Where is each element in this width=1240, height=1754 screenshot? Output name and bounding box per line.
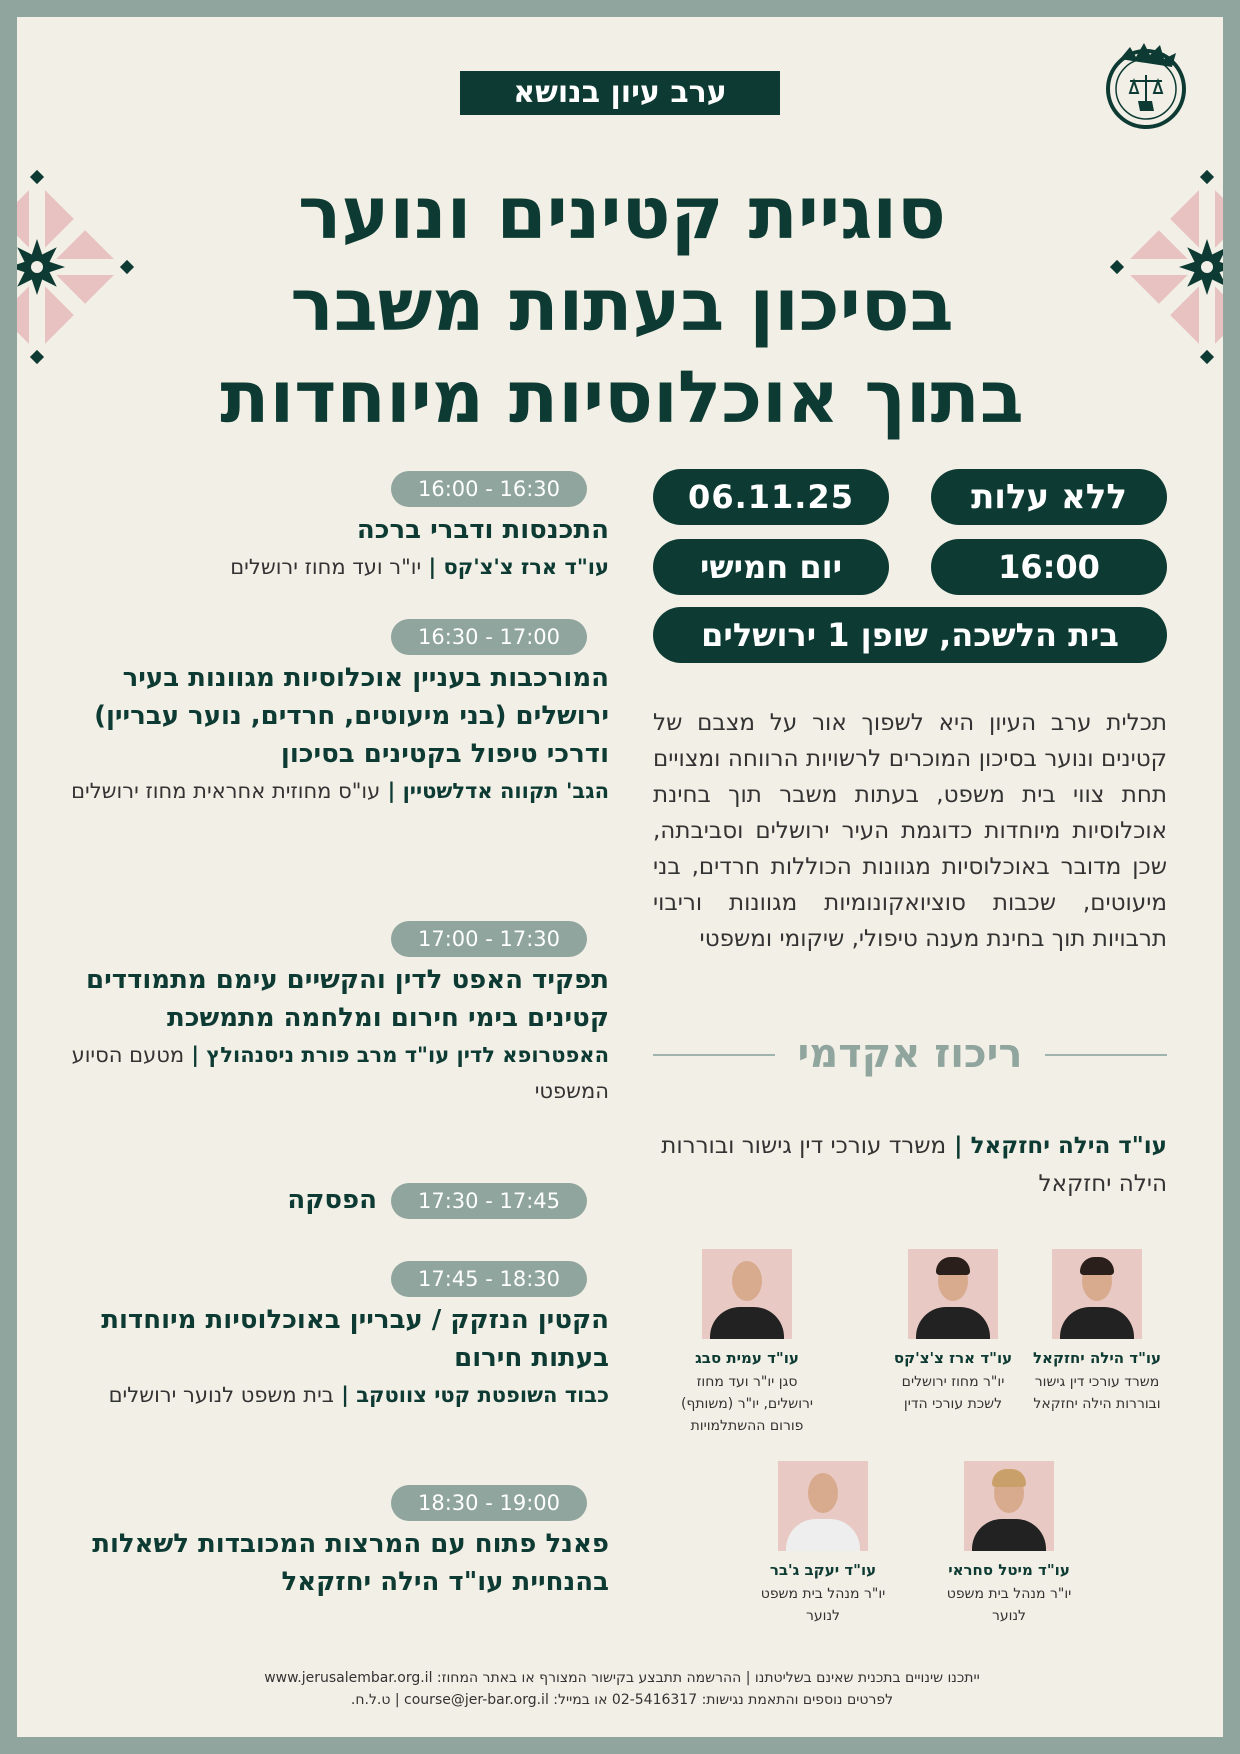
speaker-name: האפטרופא לדין עו"ד מרב פורת ניסנהולץ <box>206 1043 609 1067</box>
session-title: תפקיד האפט לדין והקשיים עימם מתמודדים קטינים בימי חירום ומלחמה מתמשכת <box>86 965 609 1033</box>
cost-badge: ללא עלות <box>931 469 1167 525</box>
separator: | <box>333 1383 357 1407</box>
speaker-name: הגב' תקווה אדלשטיין <box>402 779 609 803</box>
speaker-role: מטעם הסיוע המשפטי <box>71 1043 609 1103</box>
speaker-name: עו"ד עמית סבג <box>695 1349 799 1367</box>
schedule-item <box>57 1301 609 1413</box>
separator: | <box>421 555 444 579</box>
session-title: הקטין הנזקק / עבריין באוכלוסיות מיוחדות בעתות חירום <box>101 1305 609 1373</box>
divider <box>1045 1054 1167 1056</box>
time-badge: 16:00 <box>931 539 1167 595</box>
speaker-name: עו"ד הילה יחזקאל <box>1032 1349 1162 1367</box>
speaker-card <box>939 1461 1079 1627</box>
academic-coordinator <box>653 1127 1167 1203</box>
date-badge: 06.11.25 <box>653 469 889 525</box>
separator: | <box>184 1043 207 1067</box>
schedule-time: 17:30 - 17:00 <box>391 921 587 957</box>
session-title: המורכבות בעניין אוכלוסיות מגוונות בעיר ירושלים (בני מיעוטים, חרדים, נוער עבריין) ודרכי טיפול בקטינים בסיכון <box>94 663 609 769</box>
speaker-role: עו"ס מחוזית אחראית מחוז ירושלים <box>71 779 381 803</box>
day-badge: יום חמישי <box>653 539 889 595</box>
session-title: התכנסות ודברי ברכה <box>356 515 609 545</box>
speaker-card <box>1027 1249 1167 1415</box>
location-badge: בית הלשכה, שופן 1 ירושלים <box>653 607 1167 663</box>
speaker-role: יו"ר מנהל בית משפט לנוער <box>946 1586 1072 1624</box>
title-line: בתוך אוכלוסיות מיוחדות <box>220 355 1024 439</box>
event-description: תכלית ערב העיון היא לשפוך אור על מצבם של קטינים ונוער בסיכון המוכרים לרשויות הרווחה ומצויים תחת צווי בית משפט, בעתות משבר תוך בחינת אוכלוסיות מיוחדות כדוגמת העיר ירושלים וסביבתה, שכן מדובר באוכלוסיות מגוונות הכוללות חרדים, בני מיעוטים, שכבות סוציואקונומיות מגוונות וריבוי תרבויות תוך בחינת מענה טיפולי, שיקומי ומשפטי <box>653 710 1167 952</box>
speaker-role: סגן יו"ר ועד מחוז ירושלים, יו"ר (משותף) פורום ההשתלמויות <box>680 1374 814 1434</box>
speaker-card <box>677 1249 817 1437</box>
speaker-card <box>883 1249 1023 1415</box>
bar-association-logo-icon <box>1100 39 1192 131</box>
speaker-photo <box>702 1249 792 1339</box>
schedule-item <box>177 1181 377 1219</box>
session-title: פאנל פתוח עם המרצות המכובדות לשאלות בהנחיית עו"ד הילה יחזקאל <box>92 1529 609 1597</box>
speaker-role: בית משפט לנוער ירושלים <box>108 1383 334 1407</box>
title-line: סוגיית קטינים ונוער <box>298 171 946 255</box>
schedule-time: 17:00 - 16:30 <box>391 619 587 655</box>
speaker-role: יו"ר מחוז ירושלים לשכת עורכי הדין <box>901 1374 1005 1412</box>
schedule-item <box>57 511 609 585</box>
speaker-photo <box>964 1461 1054 1551</box>
schedule-time: 18:30 - 17:45 <box>391 1261 587 1297</box>
academic-heading <box>653 1029 1167 1079</box>
speaker-photo <box>1052 1249 1142 1339</box>
schedule-time: 16:30 - 16:00 <box>391 471 587 507</box>
event-type-banner: ערב עיון בנושא <box>460 71 780 115</box>
academic-heading-text: ריכוז אקדמי <box>797 1031 1023 1077</box>
session-title: הפסקה <box>287 1185 377 1215</box>
speaker-photo <box>908 1249 998 1339</box>
schedule-item <box>57 961 609 1109</box>
title-line: בסיכון בעתות משבר <box>290 263 954 347</box>
session-speaker <box>57 773 609 809</box>
schedule-item <box>57 659 609 809</box>
footer-line: לפרטים נוספים והתאמת נגישות: 02-5416317 או במייל: course@jer-bar.org.il | ט.ל.ח. <box>350 1692 894 1708</box>
separator: | <box>946 1133 971 1159</box>
speaker-name: כבוד השופטת קטי צווטקב <box>356 1383 609 1407</box>
speaker-name: עו"ד יעקב ג'בר <box>769 1561 877 1579</box>
schedule-item <box>57 1525 609 1601</box>
divider <box>653 1054 775 1056</box>
separator: | <box>380 779 403 803</box>
speaker-role: יו"ר ועד מחוז ירושלים <box>230 555 422 579</box>
speaker-photo <box>778 1461 868 1551</box>
coordinator-role: משרד עורכי דין גישור ובוררות הילה יחזקאל <box>661 1133 1167 1197</box>
speaker-name: עו"ד ארז צ'צ'קס <box>893 1349 1013 1367</box>
speaker-name: עו"ד מיטל סחראי <box>948 1561 1070 1579</box>
schedule-time: 19:00 - 18:30 <box>391 1485 587 1521</box>
session-speaker <box>57 1377 609 1413</box>
footer <box>77 1667 1167 1711</box>
footer-line: ייתכנו שינויים בתכנית שאינם בשליטתנו | ההרשמה תתבצע בקישור המצורף או באתר המחוז: www.jerusalembar.org.il <box>264 1670 980 1686</box>
speaker-role: יו"ר מנהל בית משפט לנוער <box>760 1586 886 1624</box>
session-speaker <box>57 549 609 585</box>
speaker-name: עו"ד ארז צ'צ'קס <box>443 555 609 579</box>
session-speaker <box>57 1037 609 1109</box>
coordinator-name: עו"ד הילה יחזקאל <box>970 1133 1167 1159</box>
speaker-card <box>753 1461 893 1627</box>
poster <box>17 17 1223 1737</box>
speaker-role: משרד עורכי דין גישור ובוררות הילה יחזקאל <box>1033 1374 1161 1412</box>
page-title <box>97 167 1147 443</box>
schedule-time: 17:45 - 17:30 <box>391 1183 587 1219</box>
